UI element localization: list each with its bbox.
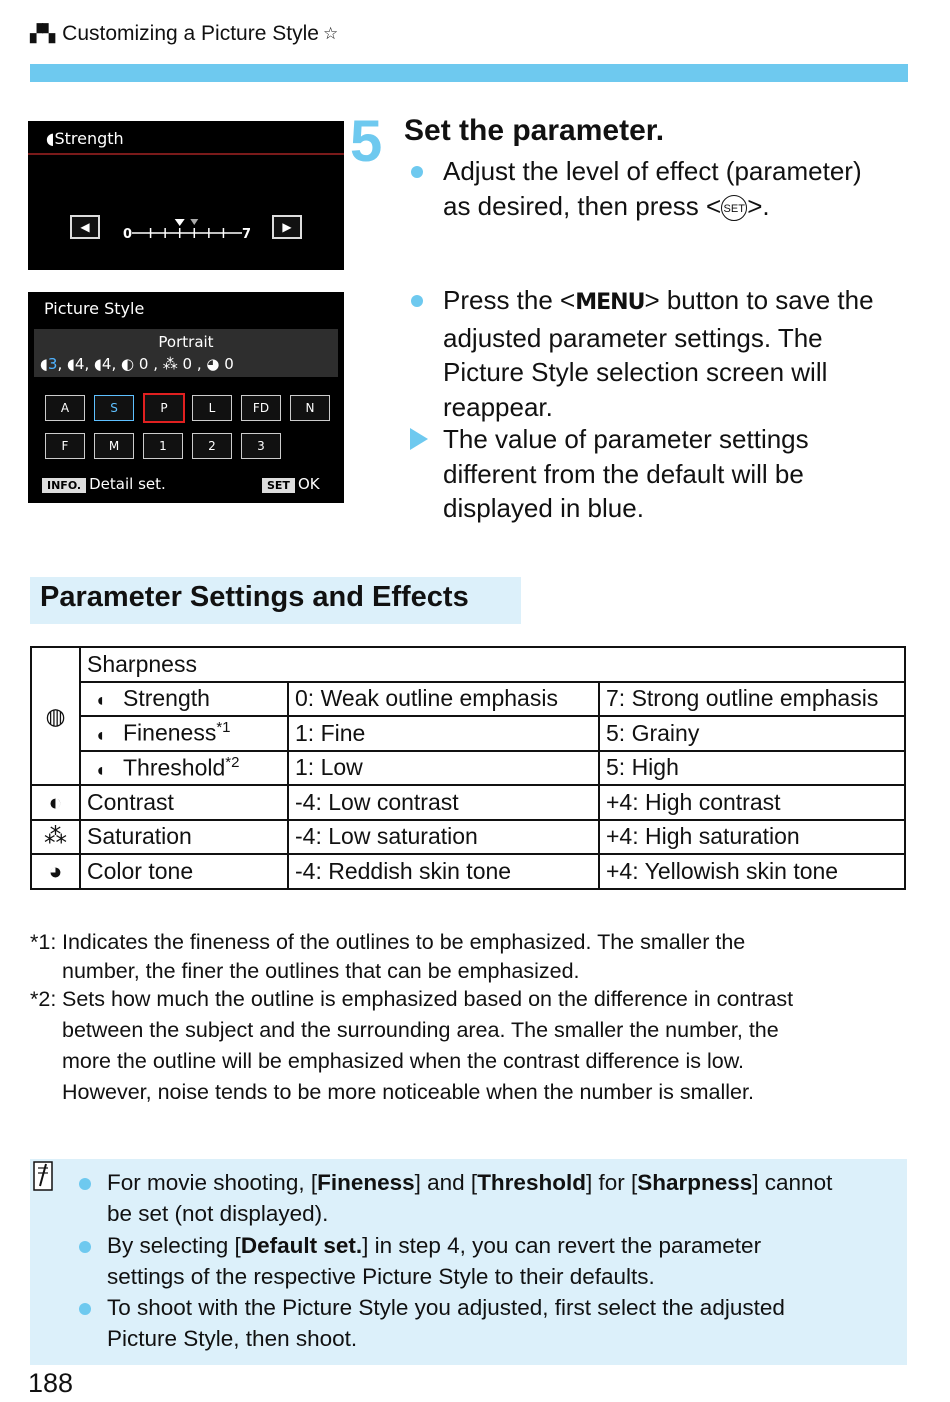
- bullet-dot-icon: [411, 166, 423, 178]
- section-heading: Parameter Settings and Effects: [30, 577, 521, 624]
- saturation-icon: ⁂: [162, 355, 178, 373]
- parameter-values: ◖3, ◖4, ◖4, ◐ 0 , ⁂ 0 , ◕ 0: [40, 355, 234, 373]
- table-row: ◖ Fineness$^{*1}$ 1: Fine 5: Grainy: [31, 716, 905, 751]
- style-user3-button[interactable]: 3: [241, 433, 281, 459]
- scale-max-label: 7: [242, 227, 252, 241]
- threshold-value: 4: [101, 355, 112, 373]
- color-tone-icon: ◕: [206, 355, 220, 373]
- note-item-1: For movie shooting, [Fineness] and [Threshold] for [Sharpness] cannot be set (not displayed).: [107, 1170, 833, 1226]
- step-number: 5: [350, 109, 383, 174]
- lcd-strength-screen: [28, 121, 344, 270]
- step-bullet-2: Press the <MENU> button to save the adjusted parameter settings. The Picture Style selection screen will reappear.: [443, 285, 874, 422]
- strength-scale[interactable]: [122, 217, 252, 241]
- scale-min-label: 0: [123, 227, 133, 241]
- color-tone-value: 0: [224, 355, 234, 373]
- strength-value: 3: [47, 355, 58, 373]
- default-value-marker: [190, 219, 198, 225]
- left-arrow-button[interactable]: ◀: [70, 215, 100, 239]
- lcd-bottom-bar: [28, 470, 344, 496]
- lcd-picture-style-title: Picture Style: [44, 299, 145, 318]
- table-row: ◐ Contrast -4: Low contrast +4: High contrast: [31, 785, 905, 820]
- footnote-1: *1: Indicates the fineness of the outlines to be emphasized. The smaller the number, the finer the outlines that can be emphasized.: [30, 930, 746, 983]
- header-bar: [30, 64, 908, 82]
- lcd-divider: [28, 153, 344, 155]
- contrast-value: 0: [138, 355, 149, 373]
- ok-button[interactable]: SET OK: [262, 475, 320, 493]
- current-value-marker: [175, 219, 185, 226]
- bullet-dot-icon: [79, 1241, 91, 1253]
- contrast-icon: ◐: [121, 355, 135, 373]
- right-arrow-button[interactable]: ▶: [272, 215, 302, 239]
- info-key: INFO.: [42, 478, 86, 493]
- style-user2-button[interactable]: 2: [192, 433, 232, 459]
- saturation-value: 0: [182, 355, 193, 373]
- strength-icon: ◖: [94, 690, 106, 711]
- note-item-2: By selecting [Default set.] in step 4, you can revert the parameter settings of the respective Picture Style to their defaults.: [107, 1233, 762, 1289]
- bullet-dot-icon: [79, 1303, 91, 1315]
- page-number: 188: [28, 1368, 74, 1398]
- bullet-dot-icon: [79, 1178, 91, 1190]
- threshold-icon: ◖: [94, 355, 102, 373]
- footnote-2: *2: Sets how much the outline is emphasized based on the difference in contrast between the subject and the surrounding area. The smaller the number, the more the outline will be emphasized when the contrast difference is low. However, noise tends to be more noticeable when the number is smaller.: [30, 987, 794, 1104]
- color-tone-icon: ◕: [31, 854, 80, 889]
- step-bullet-1: Adjust the level of effect (parameter) as desired, then press < SET>.: [443, 156, 862, 221]
- step-title: Set the parameter.: [404, 114, 665, 147]
- style-standard-button[interactable]: S: [94, 395, 134, 421]
- style-faithful-button[interactable]: F: [45, 433, 85, 459]
- style-landscape-button[interactable]: L: [192, 395, 232, 421]
- table-row: ◖ Strength 0: Weak outline emphasis 7: Strong outline emphasis: [31, 682, 905, 717]
- style-monochrome-button[interactable]: M: [94, 433, 134, 459]
- set-key: SET: [262, 478, 295, 493]
- style-name: Portrait: [158, 333, 214, 351]
- style-info-panel: [34, 329, 338, 377]
- contrast-icon: ◐: [31, 785, 80, 820]
- detail-set-button[interactable]: INFO. Detail set.: [42, 475, 166, 493]
- star-icon: ☆: [322, 24, 339, 43]
- note-item-3: To shoot with the Picture Style you adjusted, first select the adjusted Picture Style, then shoot.: [107, 1295, 785, 1351]
- fineness-value: 4: [74, 355, 85, 373]
- strength-icon: ◖: [40, 355, 48, 373]
- lcd-picture-style-screen: [28, 292, 344, 503]
- menu-button-icon: MENU: [575, 290, 645, 315]
- style-user1-button[interactable]: 1: [143, 433, 183, 459]
- bullet-dot-icon: [411, 295, 423, 307]
- set-button-icon: SET: [721, 195, 747, 221]
- table-row: ◕ Color tone -4: Reddish skin tone +4: Yellowish skin tone: [31, 854, 905, 889]
- table-row: [31, 647, 905, 682]
- strength-icon: ◖: [46, 129, 55, 148]
- table-row: ◖ Threshold$^{*2}$ 1: Low 5: High: [31, 751, 905, 786]
- fineness-icon: ◖: [94, 725, 106, 746]
- parameter-table: [30, 646, 906, 890]
- result-arrow-icon: [410, 428, 428, 450]
- style-fine-detail-button[interactable]: FD: [241, 395, 281, 421]
- sharpness-icon: ◍: [31, 647, 80, 785]
- style-portrait-button[interactable]: P: [143, 393, 185, 423]
- step-result: The value of parameter settings different from the default will be displayed in blue.: [443, 424, 809, 523]
- style-auto-button[interactable]: A: [45, 395, 85, 421]
- threshold-icon: ◖: [94, 759, 106, 780]
- lcd-strength-title: ◖Strength: [46, 129, 124, 148]
- table-row: ⁂ Saturation -4: Low saturation +4: High saturation: [31, 820, 905, 855]
- fineness-icon: ◖: [67, 355, 75, 373]
- picture-style-icon: ▞▚: [30, 24, 55, 43]
- header-title: Customizing a Picture Style: [62, 22, 319, 45]
- style-neutral-button[interactable]: N: [290, 395, 330, 421]
- sharpness-label: Sharpness: [80, 647, 905, 682]
- saturation-icon: ⁂: [31, 820, 80, 855]
- memo-icon: [32, 1160, 56, 1192]
- page-header: [30, 22, 338, 46]
